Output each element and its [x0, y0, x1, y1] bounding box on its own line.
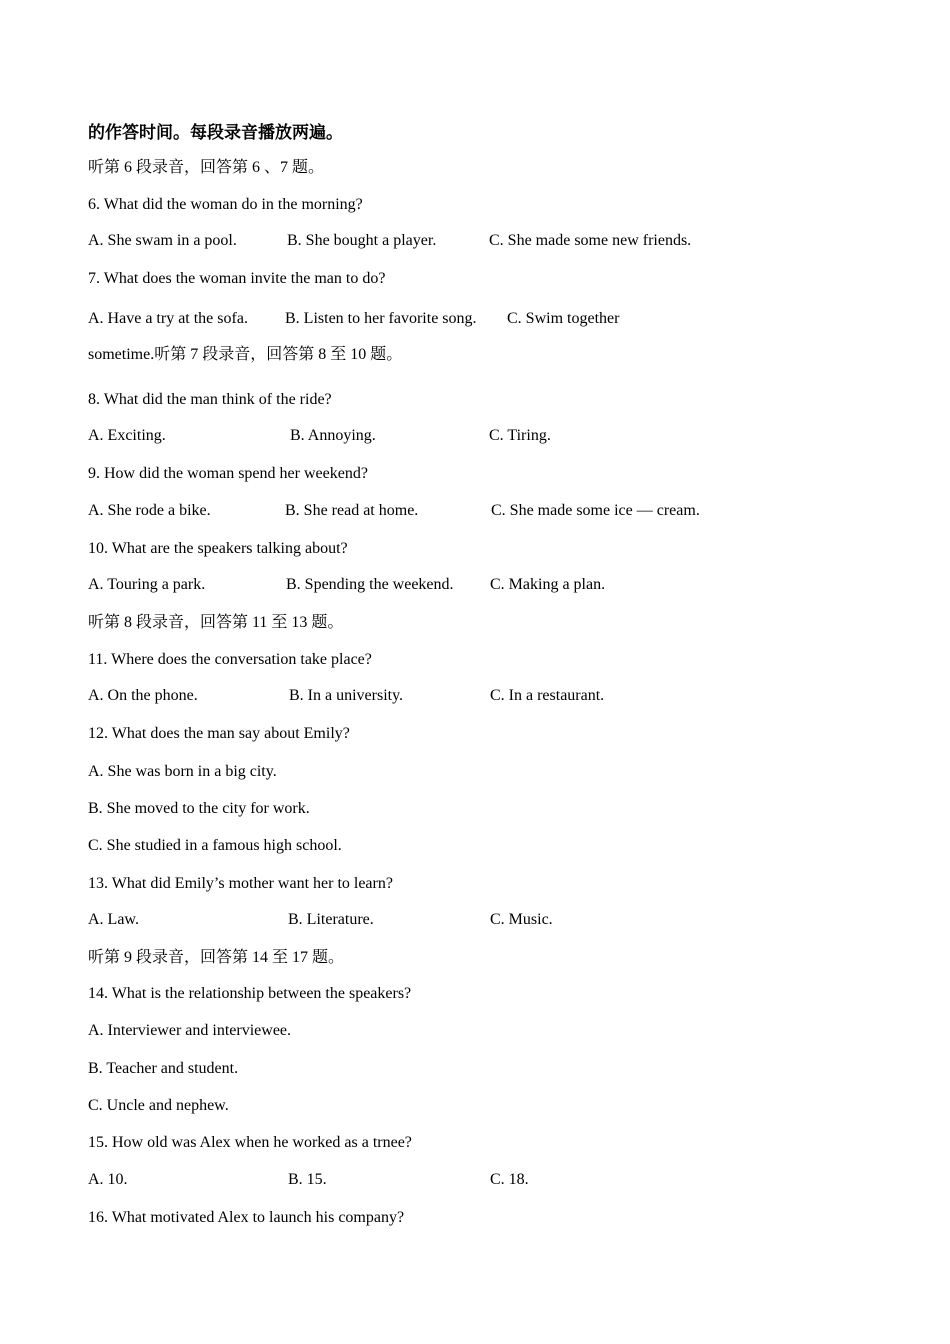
question-9-option-a: A. She rode a bike. [88, 502, 211, 519]
question-12: 12. What does the man say about Emily? [88, 725, 350, 742]
question-14-option-b: B. Teacher and student. [88, 1060, 239, 1077]
question-12-option-b: B. She moved to the city for work. [88, 800, 310, 817]
question-8-option-c: C. Tiring. [489, 427, 551, 444]
question-16: 16. What motivated Alex to launch his company? [88, 1209, 405, 1226]
question-14: 14. What is the relationship between the speakers? [88, 985, 412, 1002]
question-9: 9. How did the woman spend her weekend? [88, 465, 368, 482]
instruction-text: 的作答时间。每段录音播放两遍。 [88, 123, 343, 142]
question-7-continuation: sometime.听第 7 段录音，回答第 8 至 10 题。 [88, 346, 403, 363]
question-13-option-a: A. Law. [88, 911, 139, 928]
question-11: 11. Where does the conversation take place? [88, 651, 372, 668]
question-13: 13. What did Emily’s mother want her to learn? [88, 875, 393, 892]
question-8: 8. What did the man think of the ride? [88, 391, 332, 408]
question-14-option-c: C. Uncle and nephew. [88, 1097, 229, 1114]
question-6-option-a: A. She swam in a pool. [88, 232, 237, 249]
section-6-heading: 听第 6 段录音，回答第 6 、7 题。 [88, 159, 325, 176]
question-10: 10. What are the speakers talking about? [88, 540, 348, 557]
question-15: 15. How old was Alex when he worked as a trnee? [88, 1134, 412, 1151]
question-10-option-b: B. Spending the weekend. [286, 576, 454, 593]
question-7-option-c: C. Swim together [507, 310, 620, 327]
question-13-option-b: B. Literature. [288, 911, 374, 928]
question-14-option-a: A. Interviewer and interviewee. [88, 1022, 292, 1039]
question-10-option-a: A. Touring a park. [88, 576, 206, 593]
question-7-option-a: A. Have a try at the sofa. [88, 310, 248, 327]
section-8-heading: 听第 8 段录音，回答第 11 至 13 题。 [88, 614, 344, 631]
question-13-option-c: C. Music. [490, 911, 553, 928]
question-15-option-b: B. 15. [288, 1171, 327, 1188]
question-7-option-b: B. Listen to her favorite song. [285, 310, 477, 327]
question-9-option-b: B. She read at home. [285, 502, 419, 519]
question-12-option-c: C. She studied in a famous high school. [88, 837, 342, 854]
question-15-option-a: A. 10. [88, 1171, 128, 1188]
question-15-option-c: C. 18. [490, 1171, 529, 1188]
question-11-option-b: B. In a university. [289, 687, 404, 704]
question-11-option-a: A. On the phone. [88, 687, 198, 704]
question-6: 6. What did the woman do in the morning? [88, 196, 363, 213]
question-10-option-c: C. Making a plan. [490, 576, 606, 593]
question-7: 7. What does the woman invite the man to do? [88, 270, 386, 287]
question-6-option-c: C. She made some new friends. [489, 232, 692, 249]
question-8-option-a: A. Exciting. [88, 427, 166, 444]
question-6-option-b: B. She bought a player. [287, 232, 437, 249]
section-9-heading: 听第 9 段录音，回答第 14 至 17 题。 [88, 949, 345, 966]
question-8-option-b: B. Annoying. [290, 427, 376, 444]
question-12-option-a: A. She was born in a big city. [88, 763, 277, 780]
question-9-option-c: C. She made some ice — cream. [491, 502, 700, 519]
question-11-option-c: C. In a restaurant. [490, 687, 605, 704]
